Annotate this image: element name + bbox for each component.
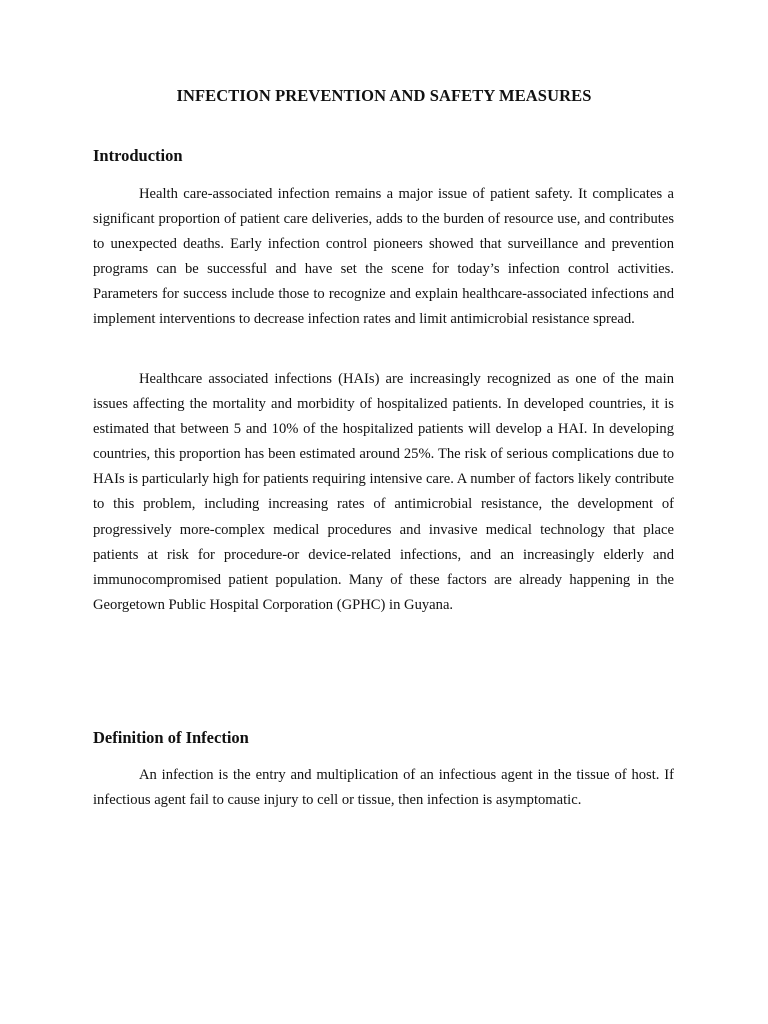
document-title: INFECTION PREVENTION AND SAFETY MEASURES: [176, 86, 592, 105]
paragraph-introduction-1: Health care-associated infection remains a major issue of patient safety. It complicates a significant proportion of patient care deliveries, adds to the burden of resource use, and contributes to unexpected deaths. Early infection control pioneers showed that surveillance and prevention programs can be successful and have set the scene for today’s infection control activities. Parameters for success include those to recognize and explain healthcare-associated infections and implement interventions to decrease infection rates and limit antimicrobial resistance spread.: [93, 186, 674, 328]
paragraph-introduction-2: Healthcare associated infections (HAIs) are increasingly recognized as one of the main issues affecting the mortality and morbidity of hospitalized patients. In developed countries, it is estimated that between 5 and 10% of the hospitalized patients will develop a HAI. In developing countries, this proportion has been estimated around 25%. The risk of serious complications due to HAIs is particularly high for patients requiring intensive care. A number of factors likely contribute to this problem, including increasing rates of antimicrobial resistance, the development of progressively more-complex medical procedures and invasive medical technology that place patients at risk for procedure-or device-related infections, and an increasingly elderly and immunocompromised patient population. Many of these factors are already happening in the Georgetown Public Hospital Corporation (GPHC) in Guyana.: [93, 371, 674, 613]
section-heading-definition-of-infection: Definition of Infection: [93, 728, 249, 747]
section-heading-introduction: Introduction: [93, 146, 183, 165]
paragraph-definition-1: An infection is the entry and multiplication of an infectious agent in the tissue of host. If infectious agent fail to cause injury to cell or tissue, then infection is asymptomatic.: [93, 767, 674, 809]
